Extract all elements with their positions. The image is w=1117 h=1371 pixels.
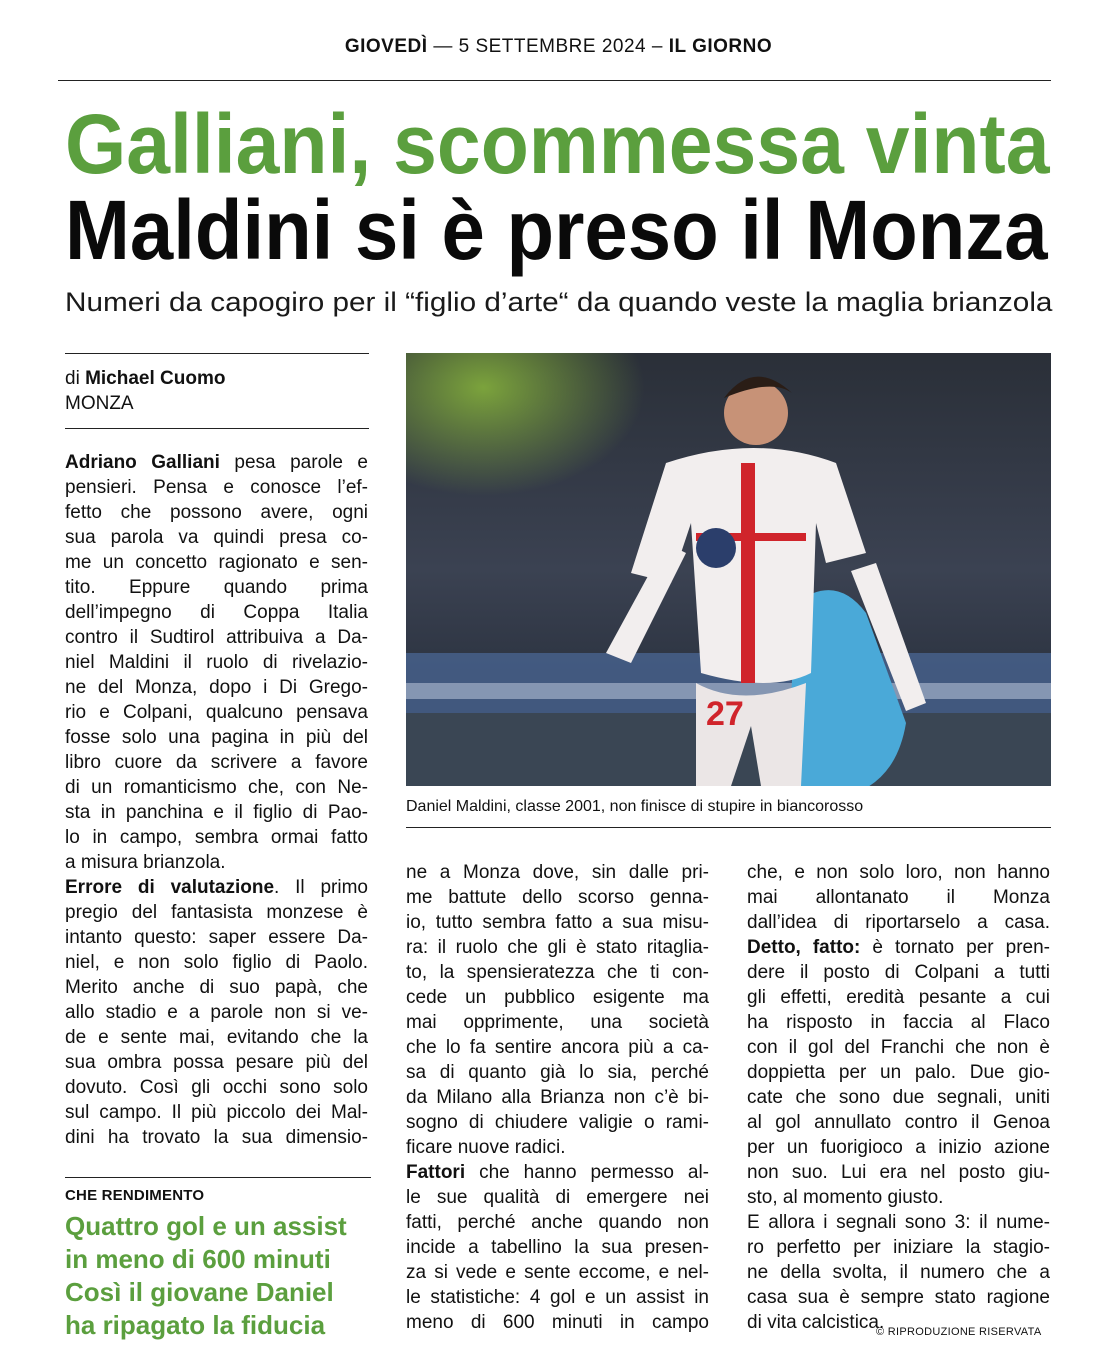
- article-line-text: [747, 1035, 1050, 1060]
- article-line-text: [406, 935, 709, 960]
- article-line-text: [406, 1135, 565, 1160]
- article-line: [65, 800, 368, 825]
- article-line: [747, 985, 1050, 1010]
- line-text: mai allontanato il Monza: [747, 887, 1050, 908]
- article-line: [747, 1085, 1050, 1110]
- article-line-text: [406, 1185, 709, 1210]
- article-line: [406, 1260, 709, 1285]
- line-text: meno di 600 minuti in campo: [406, 1312, 709, 1333]
- line-text: allo stadio e a parole non si ve-: [65, 1002, 368, 1023]
- article-line-text: [406, 1060, 709, 1085]
- box-title-line: Quattro gol e un assist: [65, 1211, 347, 1241]
- line-text: ne del Monza, dopo i Di Grego-: [65, 677, 368, 698]
- article-line: [65, 500, 368, 525]
- line-text: cede un pubblico esigente ma: [406, 987, 709, 1008]
- article-line-text: [406, 1035, 709, 1060]
- line-text: mai opprimente, una società: [406, 1012, 709, 1033]
- dateline-dash: –: [651, 36, 663, 57]
- article-line-text: [747, 1060, 1050, 1085]
- article-line-text: [406, 1010, 709, 1035]
- article-line-text: [747, 935, 1050, 960]
- article-line-text: [406, 985, 709, 1010]
- line-text: dovuto. Così gli occhi sono solo: [65, 1077, 368, 1098]
- line-text: lo in campo, sembra ormai fatto: [65, 827, 368, 848]
- article-line: [747, 885, 1050, 910]
- article-line-text: [747, 860, 1050, 885]
- box-title-line: ha ripagato la fiducia: [65, 1310, 326, 1340]
- article-line-text: [65, 1100, 368, 1125]
- byline-author: Michael Cuomo: [85, 368, 226, 389]
- article-line: [747, 1035, 1050, 1060]
- line-text: le statistiche: 4 gol e un assist in: [406, 1287, 709, 1308]
- line-text: . Il primo: [274, 877, 368, 898]
- byline-top-rule: [65, 353, 369, 354]
- article-line: [65, 475, 368, 500]
- article-line-text: [65, 875, 368, 900]
- line-text: E allora i segnali sono 3: il nume-: [747, 1212, 1050, 1233]
- box-title: [65, 1210, 347, 1342]
- article-line-text: [65, 1050, 368, 1075]
- article-line-text: [747, 1085, 1050, 1110]
- article-line-text: [406, 1260, 709, 1285]
- line-text: è tornato per pren-: [860, 937, 1050, 958]
- line-text: casa sua è sempre stato ragione: [747, 1287, 1050, 1308]
- article-line-text: [747, 1260, 1050, 1285]
- article-line-text: [406, 910, 709, 935]
- article-line: [406, 1285, 709, 1310]
- article-line: [406, 1010, 709, 1035]
- article-line: [747, 1110, 1050, 1135]
- line-text: ne della svolta, il numero che a: [747, 1262, 1050, 1283]
- article-line: [65, 875, 368, 900]
- article-line-text: [406, 1310, 709, 1335]
- article-line-text: [747, 1160, 1050, 1185]
- line-text: che, e non solo loro, non hanno: [747, 862, 1050, 883]
- article-line: [747, 1060, 1050, 1085]
- dateline-separator: —: [433, 36, 453, 57]
- line-text: che lo fa sentire ancora più a ca-: [406, 1037, 709, 1058]
- article-line: [406, 910, 709, 935]
- dateline: [0, 36, 1117, 58]
- article-line-text: [65, 525, 368, 550]
- article-line: [406, 1160, 709, 1185]
- line-text: doppietta per un palo. Due gio-: [747, 1062, 1050, 1083]
- article-line-text: [65, 900, 368, 925]
- line-text: cate che sono due segnali, uniti: [747, 1087, 1050, 1108]
- shirt-number: 27: [706, 695, 744, 733]
- headline-kicker: Galliani, scommessa vinta: [65, 97, 1050, 191]
- line-text: sto, al momento giusto.: [747, 1187, 944, 1208]
- line-text: Merito anche di suo papà, che: [65, 977, 368, 998]
- newspaper-name: IL GIORNO: [668, 36, 773, 57]
- line-text: to, la spensieratezza che ti con-: [406, 962, 709, 983]
- article-line: [65, 975, 368, 1000]
- byline-prefix: di: [65, 368, 80, 389]
- line-text: za si vede e sente eccome, e nel-: [406, 1262, 709, 1283]
- article-line-text: [406, 960, 709, 985]
- article-line: [65, 700, 368, 725]
- article-line: [747, 1160, 1050, 1185]
- article-line: [65, 850, 368, 875]
- article-line-text: [65, 700, 368, 725]
- article-line: [406, 1210, 709, 1235]
- article-line-text: [65, 600, 368, 625]
- article-line-text: [65, 675, 368, 700]
- article-line-text: [747, 1185, 943, 1210]
- article-column-3: [747, 860, 1050, 1335]
- article-line-text: [65, 725, 368, 750]
- line-text: libro cuore da scrivere a favore: [65, 752, 368, 773]
- article-line: [406, 1035, 709, 1060]
- line-text: de e sente mai, evitando che la: [65, 1027, 368, 1048]
- subtitle: Numeri da capogiro per il “figlio d’arte“ da quando veste la maglia brianzola: [65, 287, 1053, 317]
- line-text: di un romanticismo che, con Ne-: [65, 777, 368, 798]
- line-text: ne a Monza dove, sin dalle pri-: [406, 862, 709, 883]
- article-line-text: [406, 1085, 709, 1110]
- article-line: [747, 910, 1050, 935]
- box-label: CHE RENDIMENTO: [65, 1187, 205, 1204]
- copyright-notice: © RIPRODUZIONE RISERVATA: [876, 1326, 1042, 1338]
- box-rule: [65, 1177, 371, 1178]
- line-text: sua parola va quindi presa co-: [65, 527, 368, 548]
- article-line-text: [65, 575, 368, 600]
- article-line-text: [747, 885, 1050, 910]
- article-line-text: [65, 950, 368, 975]
- article-line-text: [406, 860, 709, 885]
- article-line-text: [65, 450, 368, 475]
- article-line-text: [65, 750, 368, 775]
- article-line-text: [65, 650, 368, 675]
- line-text: me un concetto ragionato e sen-: [65, 552, 368, 573]
- line-text: sta in panchina e il figlio di Pao-: [65, 802, 368, 823]
- photo-caption: Daniel Maldini, classe 2001, non finisce di stupire in biancorosso: [406, 798, 864, 815]
- article-line: [406, 1310, 709, 1335]
- header-rule: [58, 80, 1051, 81]
- article-line-text: [65, 925, 368, 950]
- article-line: [406, 960, 709, 985]
- line-text: fetto che possono avere, ogni: [65, 502, 368, 523]
- line-text: al gol annullato contro il Genoa: [747, 1112, 1050, 1133]
- byline: [65, 366, 225, 416]
- article-line: [65, 1075, 368, 1100]
- line-text: ha risposto in faccia al Flaco: [747, 1012, 1050, 1033]
- article-line: [747, 860, 1050, 885]
- article-line: [406, 885, 709, 910]
- article-line-text: [65, 625, 368, 650]
- line-text: pensieri. Pensa e conosce l’ef-: [65, 477, 368, 498]
- article-line: [406, 985, 709, 1010]
- article-line: [747, 1185, 1050, 1210]
- article-line-text: [747, 1285, 1050, 1310]
- article-line: [406, 1135, 709, 1160]
- line-text: niel Maldini il ruolo di rivelazio-: [65, 652, 368, 673]
- article-line: [65, 450, 368, 475]
- line-text: rio e Colpani, qualcuno pensava: [65, 702, 368, 723]
- article-photo: [406, 353, 1051, 786]
- article-line: [406, 860, 709, 885]
- article-line: [65, 725, 368, 750]
- article-line-text: [65, 850, 226, 875]
- line-text: pregio del fantasista monzese è: [65, 902, 368, 923]
- line-text: dini ha trovato la sua dimensio-: [65, 1127, 368, 1148]
- caption-rule: [406, 827, 1051, 828]
- dateline-day: GIOVEDÌ: [344, 36, 428, 57]
- article-line-text: [406, 1160, 709, 1185]
- article-line: [65, 950, 368, 975]
- line-text: di vita calcistica.: [747, 1312, 885, 1333]
- line-text: fosse solo una pagina in più del: [65, 727, 368, 748]
- line-text: ficare nuove radici.: [406, 1137, 566, 1158]
- line-text: me battute dello scorso genna-: [406, 887, 709, 908]
- line-text: io, tutto sembra fatto a sua misu-: [406, 912, 709, 933]
- line-text: le sue qualità di emergere nei: [406, 1187, 709, 1208]
- article-line-text: [65, 1025, 368, 1050]
- article-line-text: [65, 1125, 368, 1150]
- article-line-text: [65, 825, 368, 850]
- article-line-text: [747, 1235, 1050, 1260]
- article-line: [65, 900, 368, 925]
- article-column-1: [65, 450, 368, 1150]
- article-column-2: [406, 860, 709, 1335]
- article-line-text: [406, 885, 709, 910]
- article-line-text: [747, 910, 1050, 935]
- article-line: [747, 1210, 1050, 1235]
- article-line: [65, 1050, 368, 1075]
- article-line: [65, 550, 368, 575]
- article-line-text: [65, 975, 368, 1000]
- article-line: [65, 525, 368, 550]
- article-line-text: [65, 500, 368, 525]
- line-text: sua ombra possa pesare più del: [65, 1052, 368, 1073]
- article-line-text: [406, 1210, 709, 1235]
- article-line: [65, 675, 368, 700]
- line-text: ro perfetto per iniziare la stagio-: [747, 1237, 1050, 1258]
- headline-main: Maldini si è preso il Monza: [65, 183, 1048, 277]
- line-text: contro il Sudtirol attribuiva a Da-: [65, 627, 368, 648]
- line-text: per un fuorigioco a inizio azione: [747, 1137, 1050, 1158]
- article-line-text: [406, 1235, 709, 1260]
- line-text: gli effetti, eredità pesante a cui: [747, 987, 1050, 1008]
- line-text: fatti, perché anche quando non: [406, 1212, 709, 1233]
- article-line: [747, 935, 1050, 960]
- article-line-text: [65, 1000, 368, 1025]
- article-line-text: [406, 1110, 709, 1135]
- article-line-text: [747, 1310, 884, 1335]
- article-line: [65, 600, 368, 625]
- article-line: [406, 935, 709, 960]
- article-line: [65, 825, 368, 850]
- article-line: [65, 625, 368, 650]
- line-text: dell’impegno di Coppa Italia: [65, 602, 368, 623]
- article-line: [747, 960, 1050, 985]
- article-line-text: [65, 475, 368, 500]
- line-text: sa di quanto già lo sia, perché: [406, 1062, 709, 1083]
- article-line-text: [747, 985, 1050, 1010]
- article-line: [747, 1260, 1050, 1285]
- line-text: da Milano alla Brianza non c’è bi-: [406, 1087, 709, 1108]
- article-line-text: [747, 1010, 1050, 1035]
- byline-location: MONZA: [65, 393, 134, 414]
- paragraph-lead-in: Adriano Galliani: [65, 452, 220, 473]
- paragraph-lead-in: Errore di valutazione: [65, 877, 275, 898]
- line-text: sogno di chiudere valigie o rami-: [406, 1112, 709, 1133]
- article-line: [65, 575, 368, 600]
- dateline-date: 5 SETTEMBRE 2024: [458, 36, 647, 57]
- article-line: [747, 1135, 1050, 1160]
- article-line: [406, 1235, 709, 1260]
- line-text: dere il posto di Colpani a tutti: [747, 962, 1050, 983]
- box-title-line: in meno di 600 minuti: [65, 1244, 331, 1274]
- player-celebration-image: [406, 353, 1051, 786]
- article-line-text: [406, 1285, 709, 1310]
- article-line-text: [65, 550, 368, 575]
- line-text: con il gol del Franchi che non è: [747, 1037, 1050, 1058]
- line-text: dall’idea di riportarselo a casa.: [747, 912, 1050, 933]
- article-line: [65, 750, 368, 775]
- article-line: [65, 775, 368, 800]
- line-text: a misura brianzola.: [65, 852, 226, 873]
- article-line-text: [65, 775, 368, 800]
- line-text: niel, e non solo figlio di Paolo.: [65, 952, 368, 973]
- line-text: non suo. Lui era nel posto giu-: [747, 1162, 1050, 1183]
- box-title-line: Così il giovane Daniel: [65, 1277, 334, 1307]
- article-line: [406, 1110, 709, 1135]
- line-text: intanto questo: saper essere Da-: [65, 927, 368, 948]
- paragraph-lead-in: Detto, fatto:: [747, 937, 861, 958]
- article-line-text: [65, 1075, 368, 1100]
- article-line-text: [747, 1110, 1050, 1135]
- byline-bottom-rule: [65, 428, 369, 429]
- article-line: [747, 1235, 1050, 1260]
- line-text: ra: il ruolo che gli è stato ritaglia-: [406, 937, 709, 958]
- paragraph-lead-in: Fattori: [406, 1162, 466, 1183]
- article-line: [65, 650, 368, 675]
- line-text: incide a tabellino la sua presen-: [406, 1237, 709, 1258]
- article-line: [65, 1000, 368, 1025]
- line-text: pesa parole e: [219, 452, 368, 473]
- article-line: [65, 925, 368, 950]
- line-text: sul campo. Il più piccolo dei Mal-: [65, 1102, 368, 1123]
- article-line: [65, 1025, 368, 1050]
- article-line: [747, 1285, 1050, 1310]
- article-line-text: [747, 1135, 1050, 1160]
- article-line: [747, 1010, 1050, 1035]
- line-text: che hanno permesso al-: [465, 1162, 709, 1183]
- line-text: tito. Eppure quando prima: [65, 577, 368, 598]
- article-line: [406, 1060, 709, 1085]
- article-line: [65, 1100, 368, 1125]
- article-line: [406, 1185, 709, 1210]
- article-line-text: [747, 1210, 1050, 1235]
- article-line: [406, 1085, 709, 1110]
- article-line-text: [747, 960, 1050, 985]
- article-line-text: [65, 800, 368, 825]
- article-line: [65, 1125, 368, 1150]
